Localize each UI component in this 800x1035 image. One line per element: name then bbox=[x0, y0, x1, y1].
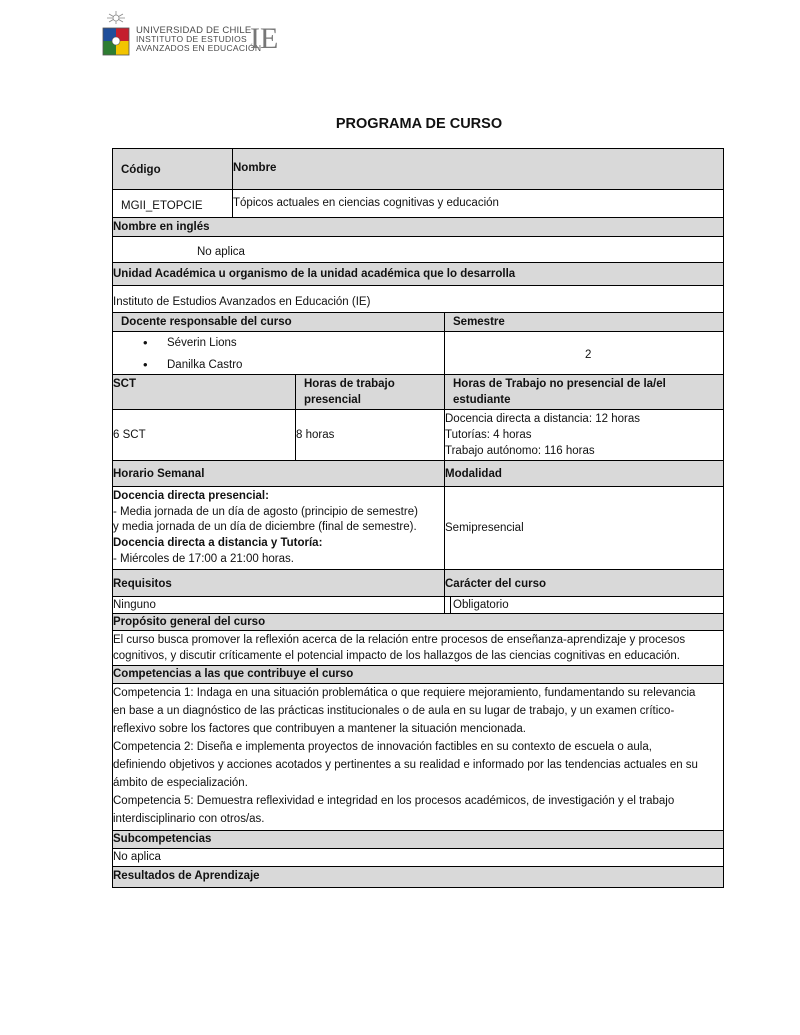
caracter-value-cell bbox=[450, 596, 724, 614]
horario-line: Docencia directa presencial: bbox=[113, 490, 269, 502]
semestre-value-cell bbox=[444, 331, 724, 375]
university-line-2: INSTITUTO DE ESTUDIOS bbox=[136, 34, 247, 44]
horario-label-cell bbox=[112, 460, 445, 487]
horario-line: Docencia directa a distancia y Tutoría: bbox=[113, 537, 323, 549]
nombre-value-cell bbox=[232, 189, 724, 218]
proposito-label: Propósito general del curso bbox=[113, 616, 266, 628]
horas-presencial-label-2: presencial bbox=[304, 394, 361, 406]
docente-label: Docente responsable del curso bbox=[121, 316, 292, 328]
sct-value: 6 SCT bbox=[113, 429, 146, 441]
competencias-label: Competencias a las que contribuye el curso bbox=[113, 668, 354, 680]
sct-label: SCT bbox=[113, 378, 136, 390]
horas-no-presencial-line: Docencia directa a distancia: 12 horas bbox=[445, 413, 640, 425]
semestre-label-cell bbox=[444, 312, 724, 332]
competencia-line: Competencia 1: Indaga en una situación problemática o que requiere mejoramiento, fundamentando su relevancia bbox=[113, 687, 696, 699]
competencia-line: reflexivo sobre los factores que contribuyen a mantener la situación mencionada. bbox=[113, 723, 526, 735]
resultados-label-cell bbox=[112, 866, 724, 888]
university-line-3: AVANZADOS EN EDUCACIÓN bbox=[136, 43, 262, 53]
sct-value-cell bbox=[112, 409, 296, 461]
competencias-value-cell bbox=[112, 683, 724, 831]
horario-line: - Media jornada de un día de agosto (principio de semestre) bbox=[113, 506, 418, 518]
sct-label-cell bbox=[112, 374, 296, 410]
subcompetencias-value-cell bbox=[112, 848, 724, 867]
horas-no-presencial-line: Trabajo autónomo: 116 horas bbox=[445, 445, 595, 457]
codigo-value-cell bbox=[112, 189, 233, 218]
competencias-label-cell bbox=[112, 665, 724, 684]
unidad-label-cell bbox=[112, 262, 724, 286]
nombre-ingles-value-cell bbox=[112, 236, 724, 263]
unidad-label: Unidad Académica u organismo de la unidad académica que lo desarrolla bbox=[113, 268, 516, 280]
semestre-label: Semestre bbox=[453, 316, 505, 328]
proposito-value-cell bbox=[112, 630, 724, 666]
caracter-label: Carácter del curso bbox=[445, 578, 546, 590]
nombre-ingles-value: No aplica bbox=[197, 246, 245, 258]
horas-presencial-value-cell bbox=[295, 409, 445, 461]
codigo-label: Código bbox=[121, 164, 161, 176]
modalidad-value: Semipresencial bbox=[445, 522, 524, 534]
university-line-1: UNIVERSIDAD DE CHILE bbox=[136, 25, 252, 36]
proposito-line: El curso busca promover la reflexión acerca de la relación entre procesos de enseñanza-aprendizaje y procesos bbox=[113, 634, 686, 646]
horas-presencial-label-cell bbox=[295, 374, 445, 410]
caracter-label-cell bbox=[444, 569, 724, 597]
nombre-label: Nombre bbox=[233, 162, 277, 174]
codigo-value: MGII_ETOPCIE bbox=[121, 200, 203, 212]
docente-label-cell bbox=[112, 312, 445, 332]
docentes-list bbox=[141, 332, 242, 375]
horas-no-presencial-label-1: Horas de Trabajo no presencial de la/el bbox=[453, 378, 666, 390]
horario-line: y media jornada de un día de diciembre (final de semestre). bbox=[113, 521, 417, 533]
subcompetencias-label: Subcompetencias bbox=[113, 833, 212, 845]
proposito-line: cognitivos, y discutir críticamente el potencial impacto de los hallazgos de las ciencias cognitivas en educación. bbox=[113, 650, 680, 662]
docente-item: • Séverin Lions bbox=[141, 332, 242, 354]
proposito-label-cell bbox=[112, 613, 724, 631]
university-name bbox=[136, 26, 261, 53]
modalidad-label-cell bbox=[444, 460, 724, 487]
unidad-value-cell bbox=[112, 285, 724, 313]
nombre-value: Tópicos actuales en ciencias cognitivas y educación bbox=[233, 197, 499, 209]
horario-label: Horario Semanal bbox=[113, 468, 205, 480]
codigo-label-cell bbox=[112, 148, 233, 190]
horas-no-presencial-label-cell bbox=[444, 374, 724, 410]
competencia-line: Competencia 2: Diseña e implementa proyectos de innovación factibles en su contexto de escuela o aula, bbox=[113, 741, 652, 753]
horas-no-presencial-value-cell bbox=[444, 409, 724, 461]
semestre-value: 2 bbox=[585, 349, 592, 361]
horas-presencial-label-1: Horas de trabajo bbox=[304, 378, 395, 390]
docentes-cell bbox=[112, 331, 445, 375]
competencia-line: Competencia 5: Demuestra reflexividad e integridad en los procesos académicos, de investigación y el trabajo bbox=[113, 795, 675, 807]
horario-value-cell bbox=[112, 486, 445, 570]
subcompetencias-label-cell bbox=[112, 830, 724, 849]
horas-no-presencial-line: Tutorías: 4 horas bbox=[445, 429, 532, 441]
modalidad-label: Modalidad bbox=[445, 468, 502, 480]
unidad-value: Instituto de Estudios Avanzados en Educación (IE) bbox=[113, 296, 371, 308]
competencia-line: en base a un diagnóstico de las prácticas institucionales o de aula en su lugar de trabajo, y un examen crítico- bbox=[113, 705, 675, 717]
ie-mark: IE bbox=[250, 22, 279, 55]
competencia-line: definiendo objetivos y acciones acotados y pertinentes a su realidad e informado por las tendencias actuales en su bbox=[113, 759, 698, 771]
nombre-label-cell bbox=[232, 148, 724, 190]
horario-line: - Miércoles de 17:00 a 21:00 horas. bbox=[113, 553, 294, 565]
nombre-ingles-label-cell bbox=[112, 217, 724, 237]
horas-no-presencial-label-2: estudiante bbox=[453, 394, 511, 406]
requisitos-label: Requisitos bbox=[113, 578, 172, 590]
horas-presencial-value: 8 horas bbox=[296, 429, 335, 441]
university-crest-icon bbox=[102, 10, 130, 58]
resultados-label: Resultados de Aprendizaje bbox=[113, 870, 260, 882]
page-title: PROGRAMA DE CURSO bbox=[335, 116, 503, 132]
requisitos-value-cell bbox=[112, 596, 445, 614]
docente-item: • Danilka Castro bbox=[141, 354, 242, 375]
requisitos-label-cell bbox=[112, 569, 445, 597]
nombre-ingles-label: Nombre en inglés bbox=[113, 221, 210, 233]
competencia-line: interdisciplinario con otros/as. bbox=[113, 813, 265, 825]
modalidad-value-cell bbox=[444, 486, 724, 570]
caracter-value: Obligatorio bbox=[453, 599, 509, 611]
university-logo bbox=[102, 10, 282, 60]
subcompetencias-value: No aplica bbox=[113, 851, 161, 863]
competencia-line: ámbito de especialización. bbox=[113, 777, 248, 789]
requisitos-value: Ninguno bbox=[113, 599, 156, 611]
